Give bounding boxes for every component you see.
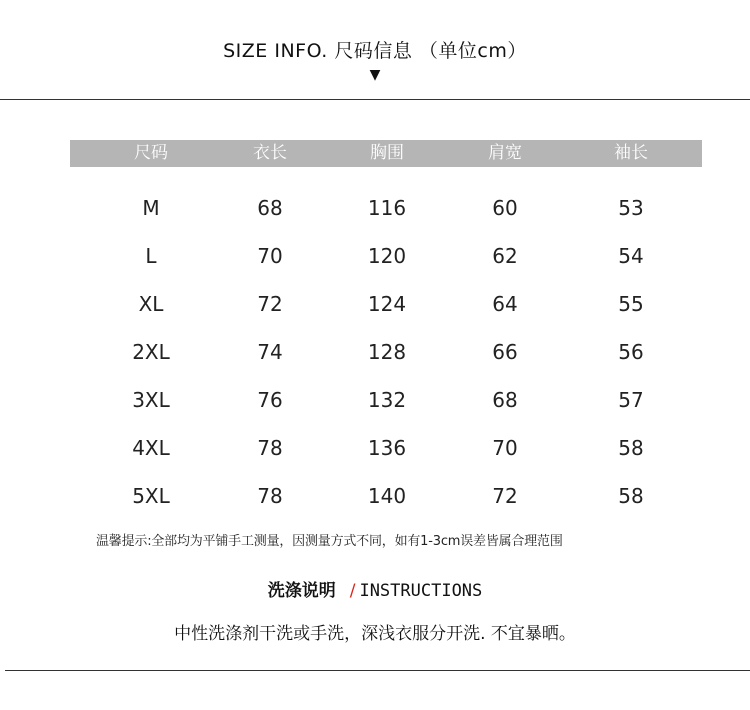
col-header-shoulder: 肩宽	[488, 143, 522, 163]
cell-chest: 140	[367, 484, 407, 508]
table-row	[0, 289, 750, 319]
cell-length: 70	[257, 244, 283, 268]
cell-sleeve: 58	[618, 484, 644, 508]
cell-length: 78	[257, 484, 283, 508]
cell-size: 4XL	[132, 436, 170, 460]
wash-instructions: 中性洗涤剂干洗或手洗，深浅衣服分开洗. 不宜暴晒。	[174, 624, 576, 644]
top-divider	[0, 99, 750, 100]
wash-heading-slash: /	[349, 581, 356, 601]
cell-shoulder: 66	[492, 340, 518, 364]
cell-shoulder: 70	[492, 436, 518, 460]
size-table-header	[70, 140, 702, 167]
cell-shoulder: 64	[492, 292, 518, 316]
table-row	[0, 385, 750, 415]
cell-length: 68	[257, 196, 283, 220]
table-row	[0, 337, 750, 367]
wash-heading	[0, 576, 750, 601]
cell-chest: 128	[367, 340, 407, 364]
cell-size: M	[142, 196, 160, 220]
cell-chest: 124	[367, 292, 407, 316]
cell-length: 76	[257, 388, 283, 412]
measurement-note: 温馨提示:全部均为平铺手工测量，因测量方式不同，如有1-3cm误差皆属合理范围	[96, 534, 563, 549]
cell-size: 5XL	[132, 484, 170, 508]
cell-size: 3XL	[132, 388, 170, 412]
cell-length: 72	[257, 292, 283, 316]
wash-heading-cn: 洗涤说明	[267, 581, 336, 601]
cell-shoulder: 62	[492, 244, 518, 268]
cell-sleeve: 58	[618, 436, 644, 460]
cell-chest: 136	[367, 436, 407, 460]
bottom-divider	[5, 670, 750, 671]
wash-heading-en: INSTRUCTIONS	[359, 581, 483, 601]
cell-sleeve: 54	[618, 244, 644, 268]
cell-sleeve: 53	[618, 196, 644, 220]
table-row	[0, 481, 750, 511]
col-header-size: 尺码	[134, 143, 168, 163]
cell-shoulder: 68	[492, 388, 518, 412]
cell-length: 78	[257, 436, 283, 460]
page-title: SIZE INFO. 尺码信息 （单位cm）	[223, 40, 527, 62]
cell-size: L	[145, 244, 157, 268]
down-arrow-icon: ▼	[369, 67, 381, 83]
table-row	[0, 433, 750, 463]
table-row	[0, 241, 750, 271]
cell-chest: 132	[367, 388, 407, 412]
col-header-length: 衣长	[253, 143, 287, 163]
col-header-sleeve: 袖长	[614, 143, 648, 163]
cell-shoulder: 60	[492, 196, 518, 220]
cell-chest: 120	[367, 244, 407, 268]
cell-size: 2XL	[132, 340, 170, 364]
col-header-chest: 胸围	[370, 143, 404, 163]
cell-size: XL	[138, 292, 164, 316]
cell-sleeve: 56	[618, 340, 644, 364]
cell-length: 74	[257, 340, 283, 364]
cell-chest: 116	[367, 196, 407, 220]
cell-sleeve: 55	[618, 292, 644, 316]
table-row	[0, 193, 750, 223]
cell-sleeve: 57	[618, 388, 644, 412]
cell-shoulder: 72	[492, 484, 518, 508]
